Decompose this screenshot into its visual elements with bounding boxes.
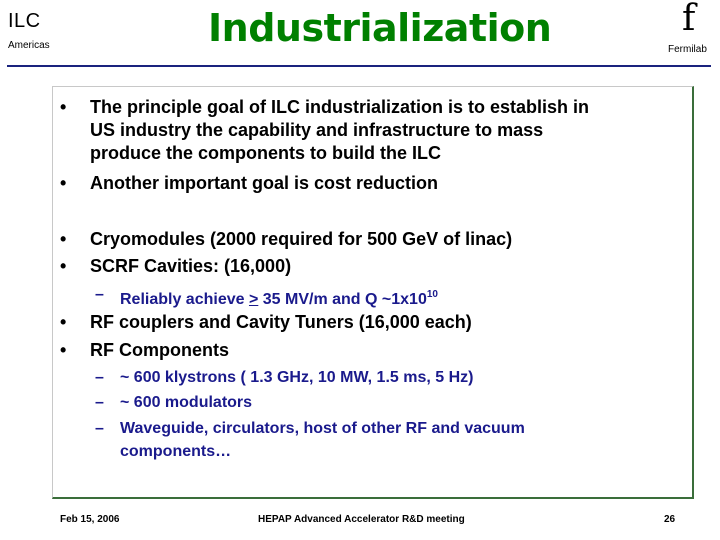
fermilab-logo: f (682, 0, 696, 39)
org-label: ILC (8, 10, 41, 32)
bullet-text: RF couplers and Cavity Tuners (16,000 each) (90, 312, 472, 332)
sub-bullet-text: ~ 600 klystrons ( 1.3 GHz, 10 MW, 1.5 ms, 5 Hz) (120, 369, 474, 386)
sub-bullet-text-line: Waveguide, circulators, host of other RF and vacuum (120, 420, 525, 437)
sub-bullet-text: ~ 600 modulators (120, 394, 253, 411)
bullet-text-line: US industry the capability and infrastructure to mass (90, 120, 544, 140)
bullet-text: RF Components (90, 340, 229, 360)
bullet-icon: • (60, 312, 67, 332)
bullet-text: SCRF Cavities: (16,000) (90, 256, 292, 276)
page-title: Industrialization (208, 6, 552, 50)
region-label: Americas (8, 40, 50, 51)
sub-bullet-text: Reliably achieve > 35 MV/m and Q $\sim 1x10^{10}$ (120, 289, 438, 308)
sub-bullet-text-line: components… (120, 443, 232, 460)
bullet-icon: • (60, 229, 67, 249)
header-divider (7, 65, 711, 67)
bullet-icon: • (60, 173, 67, 193)
bullet-icon: • (60, 340, 67, 360)
page-number: 26 (664, 514, 676, 525)
bullet-text: Another important goal is cost reduction (90, 173, 439, 193)
dash-icon: – (95, 394, 104, 411)
bullet-icon: • (60, 97, 67, 117)
dash-icon: – (95, 420, 104, 437)
lab-label: Fermilab (668, 44, 707, 55)
footer-meeting: HEPAP Advanced Accelerator R&D meeting (258, 514, 465, 525)
dash-icon: – (95, 286, 104, 303)
dash-icon: – (95, 369, 104, 386)
bullet-icon: • (60, 256, 67, 276)
footer-date: Feb 15, 2006 (60, 514, 120, 525)
bullet-text: Cryomodules (2000 required for 500 GeV of linac) (90, 229, 513, 249)
bullet-text-line: produce the components to build the ILC (90, 143, 441, 163)
bullet-text-line: The principle goal of ILC industrialization is to establish in (90, 97, 590, 117)
